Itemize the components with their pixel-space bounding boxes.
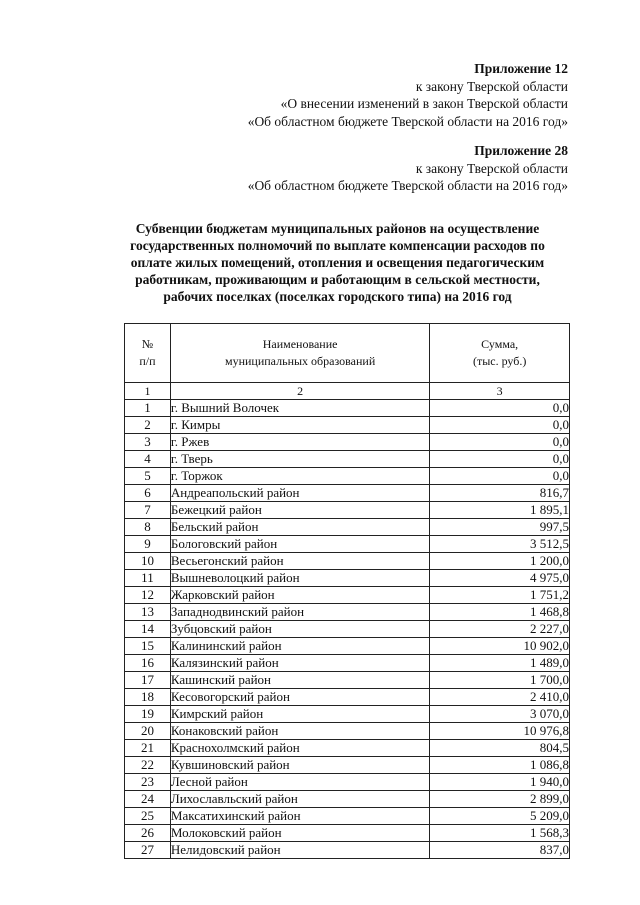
row-number-cell: 25	[125, 808, 171, 825]
table-row	[125, 655, 570, 672]
appendix-12-header	[248, 60, 568, 130]
appendix-28-line-2: «Об областном бюджете Тверской области на 2016 год»	[247, 178, 568, 193]
amount-cell: 1 700,0	[430, 672, 570, 689]
row-number-cell: 13	[125, 604, 171, 621]
municipality-name-cell: Андреапольский район	[170, 485, 429, 502]
municipality-name-cell: Весьегонский район	[170, 553, 429, 570]
row-number-cell: 14	[125, 621, 171, 638]
row-number-cell: 20	[125, 723, 171, 740]
table-row	[125, 485, 570, 502]
municipality-name-cell: Западнодвинский район	[170, 604, 429, 621]
amount-cell: 5 209,0	[430, 808, 570, 825]
row-number-cell: 8	[125, 519, 171, 536]
row-number-cell: 11	[125, 570, 171, 587]
municipality-name-cell: г. Вышний Волочек	[170, 400, 429, 417]
appendix-28-header	[248, 142, 568, 195]
row-number-cell: 9	[125, 536, 171, 553]
municipality-name-cell: Конаковский район	[170, 723, 429, 740]
appendix-28-title: Приложение 28	[474, 143, 568, 158]
header-name	[170, 324, 429, 383]
appendix-28-line-1: к закону Тверской области	[415, 160, 568, 176]
column-number-cell: 2	[170, 383, 429, 400]
document-title-line: рабочих поселках (поселках городского типа) на 2016 год	[163, 289, 512, 304]
row-number-cell: 17	[125, 672, 171, 689]
row-number-cell: 5	[125, 468, 171, 485]
header-sum-line-1: Сумма,	[481, 337, 519, 351]
table-row	[125, 757, 570, 774]
row-number-cell: 24	[125, 791, 171, 808]
table-row	[125, 825, 570, 842]
document-title	[100, 220, 575, 305]
amount-cell: 3 512,5	[430, 536, 570, 553]
header-number	[125, 324, 171, 383]
table-row	[125, 519, 570, 536]
amount-cell: 0,0	[430, 468, 570, 485]
table-row	[125, 808, 570, 825]
subsidy-table	[124, 323, 570, 859]
amount-cell: 1 086,8	[430, 757, 570, 774]
amount-cell: 804,5	[430, 740, 570, 757]
amount-cell: 837,0	[430, 842, 570, 859]
amount-cell: 0,0	[430, 417, 570, 434]
table-row	[125, 740, 570, 757]
table-row	[125, 400, 570, 417]
row-number-cell: 4	[125, 451, 171, 468]
amount-cell: 10 902,0	[430, 638, 570, 655]
municipality-name-cell: г. Ржев	[170, 434, 429, 451]
table-row	[125, 587, 570, 604]
municipality-name-cell: Бежецкий район	[170, 502, 429, 519]
municipality-name-cell: г. Тверь	[170, 451, 429, 468]
row-number-cell: 7	[125, 502, 171, 519]
row-number-cell: 6	[125, 485, 171, 502]
municipality-name-cell: г. Торжок	[170, 468, 429, 485]
table-row	[125, 706, 570, 723]
amount-cell: 1 940,0	[430, 774, 570, 791]
table-row	[125, 723, 570, 740]
municipality-name-cell: г. Кимры	[170, 417, 429, 434]
municipality-name-cell: Вышневолоцкий район	[170, 570, 429, 587]
municipality-name-cell: Лесной район	[170, 774, 429, 791]
table-row	[125, 621, 570, 638]
table-row	[125, 502, 570, 519]
table-row	[125, 451, 570, 468]
column-number-cell: 1	[125, 383, 171, 400]
amount-cell: 2 227,0	[430, 621, 570, 638]
amount-cell: 1 568,3	[430, 825, 570, 842]
table-row	[125, 417, 570, 434]
table-header-row	[125, 324, 570, 383]
row-number-cell: 16	[125, 655, 171, 672]
header-name-line-2: муниципальных образований	[224, 354, 376, 368]
municipality-name-cell: Кесовогорский район	[170, 689, 429, 706]
header-number-line-2: п/п	[139, 354, 156, 368]
row-number-cell: 2	[125, 417, 171, 434]
amount-cell: 2 899,0	[430, 791, 570, 808]
municipality-name-cell: Бологовский район	[170, 536, 429, 553]
amount-cell: 1 895,1	[430, 502, 570, 519]
amount-cell: 1 200,0	[430, 553, 570, 570]
amount-cell: 0,0	[430, 434, 570, 451]
amount-cell: 0,0	[430, 451, 570, 468]
amount-cell: 2 410,0	[430, 689, 570, 706]
appendix-12-line-1: к закону Тверской области	[415, 78, 568, 94]
document-title-line: Субвенции бюджетам муниципальных районов на осуществление	[135, 221, 540, 236]
table-row	[125, 842, 570, 859]
header-sum	[430, 324, 570, 383]
table-row	[125, 638, 570, 655]
amount-cell: 10 976,8	[430, 723, 570, 740]
row-number-cell: 1	[125, 400, 171, 417]
row-number-cell: 18	[125, 689, 171, 706]
appendix-12-line-3: «Об областном бюджете Тверской области на 2016 год»	[247, 113, 568, 129]
row-number-cell: 19	[125, 706, 171, 723]
document-title-line: государственных полномочий по выплате компенсации расходов по	[130, 238, 545, 253]
row-number-cell: 15	[125, 638, 171, 655]
amount-cell: 816,7	[430, 485, 570, 502]
municipality-name-cell: Краснохолмский район	[170, 740, 429, 757]
municipality-name-cell: Кувшиновский район	[170, 757, 429, 774]
table-row	[125, 570, 570, 587]
row-number-cell: 26	[125, 825, 171, 842]
amount-cell: 1 468,8	[430, 604, 570, 621]
row-number-cell: 10	[125, 553, 171, 570]
appendix-12-title: Приложение 12	[474, 61, 568, 76]
table-header	[125, 324, 570, 383]
header-name-line-1: Наименование	[262, 337, 338, 351]
table-row	[125, 604, 570, 621]
appendix-12-line-2: «О внесении изменений в закон Тверской области	[280, 96, 568, 111]
amount-cell: 1 489,0	[430, 655, 570, 672]
amount-cell: 4 975,0	[430, 570, 570, 587]
table-body	[125, 383, 570, 859]
table-row	[125, 689, 570, 706]
row-number-cell: 21	[125, 740, 171, 757]
amount-cell: 0,0	[430, 400, 570, 417]
column-number-cell: 3	[430, 383, 570, 400]
header-sum-line-2: (тыс. руб.)	[472, 354, 527, 368]
municipality-name-cell: Зубцовский район	[170, 621, 429, 638]
amount-cell: 997,5	[430, 519, 570, 536]
document-title-line: оплате жилых помещений, отопления и освещения педагогическим	[130, 255, 545, 270]
row-number-cell: 23	[125, 774, 171, 791]
municipality-name-cell: Максатихинский район	[170, 808, 429, 825]
municipality-name-cell: Кашинский район	[170, 672, 429, 689]
municipality-name-cell: Кимрский район	[170, 706, 429, 723]
row-number-cell: 12	[125, 587, 171, 604]
amount-cell: 3 070,0	[430, 706, 570, 723]
row-number-cell: 3	[125, 434, 171, 451]
column-numbers-row	[125, 383, 570, 400]
municipality-name-cell: Нелидовский район	[170, 842, 429, 859]
document-title-line: работникам, проживающим и работающим в сельской местности,	[135, 272, 540, 287]
municipality-name-cell: Калининский район	[170, 638, 429, 655]
municipality-name-cell: Бельский район	[170, 519, 429, 536]
table-row	[125, 434, 570, 451]
table-row	[125, 536, 570, 553]
table-row	[125, 774, 570, 791]
municipality-name-cell: Калязинский район	[170, 655, 429, 672]
municipality-name-cell: Молоковский район	[170, 825, 429, 842]
row-number-cell: 22	[125, 757, 171, 774]
municipality-name-cell: Жарковский район	[170, 587, 429, 604]
table-row	[125, 672, 570, 689]
header-number-line-1: №	[141, 337, 154, 351]
table-row	[125, 468, 570, 485]
table-row	[125, 791, 570, 808]
municipality-name-cell: Лихославльский район	[170, 791, 429, 808]
amount-cell: 1 751,2	[430, 587, 570, 604]
row-number-cell: 27	[125, 842, 171, 859]
table-row	[125, 553, 570, 570]
